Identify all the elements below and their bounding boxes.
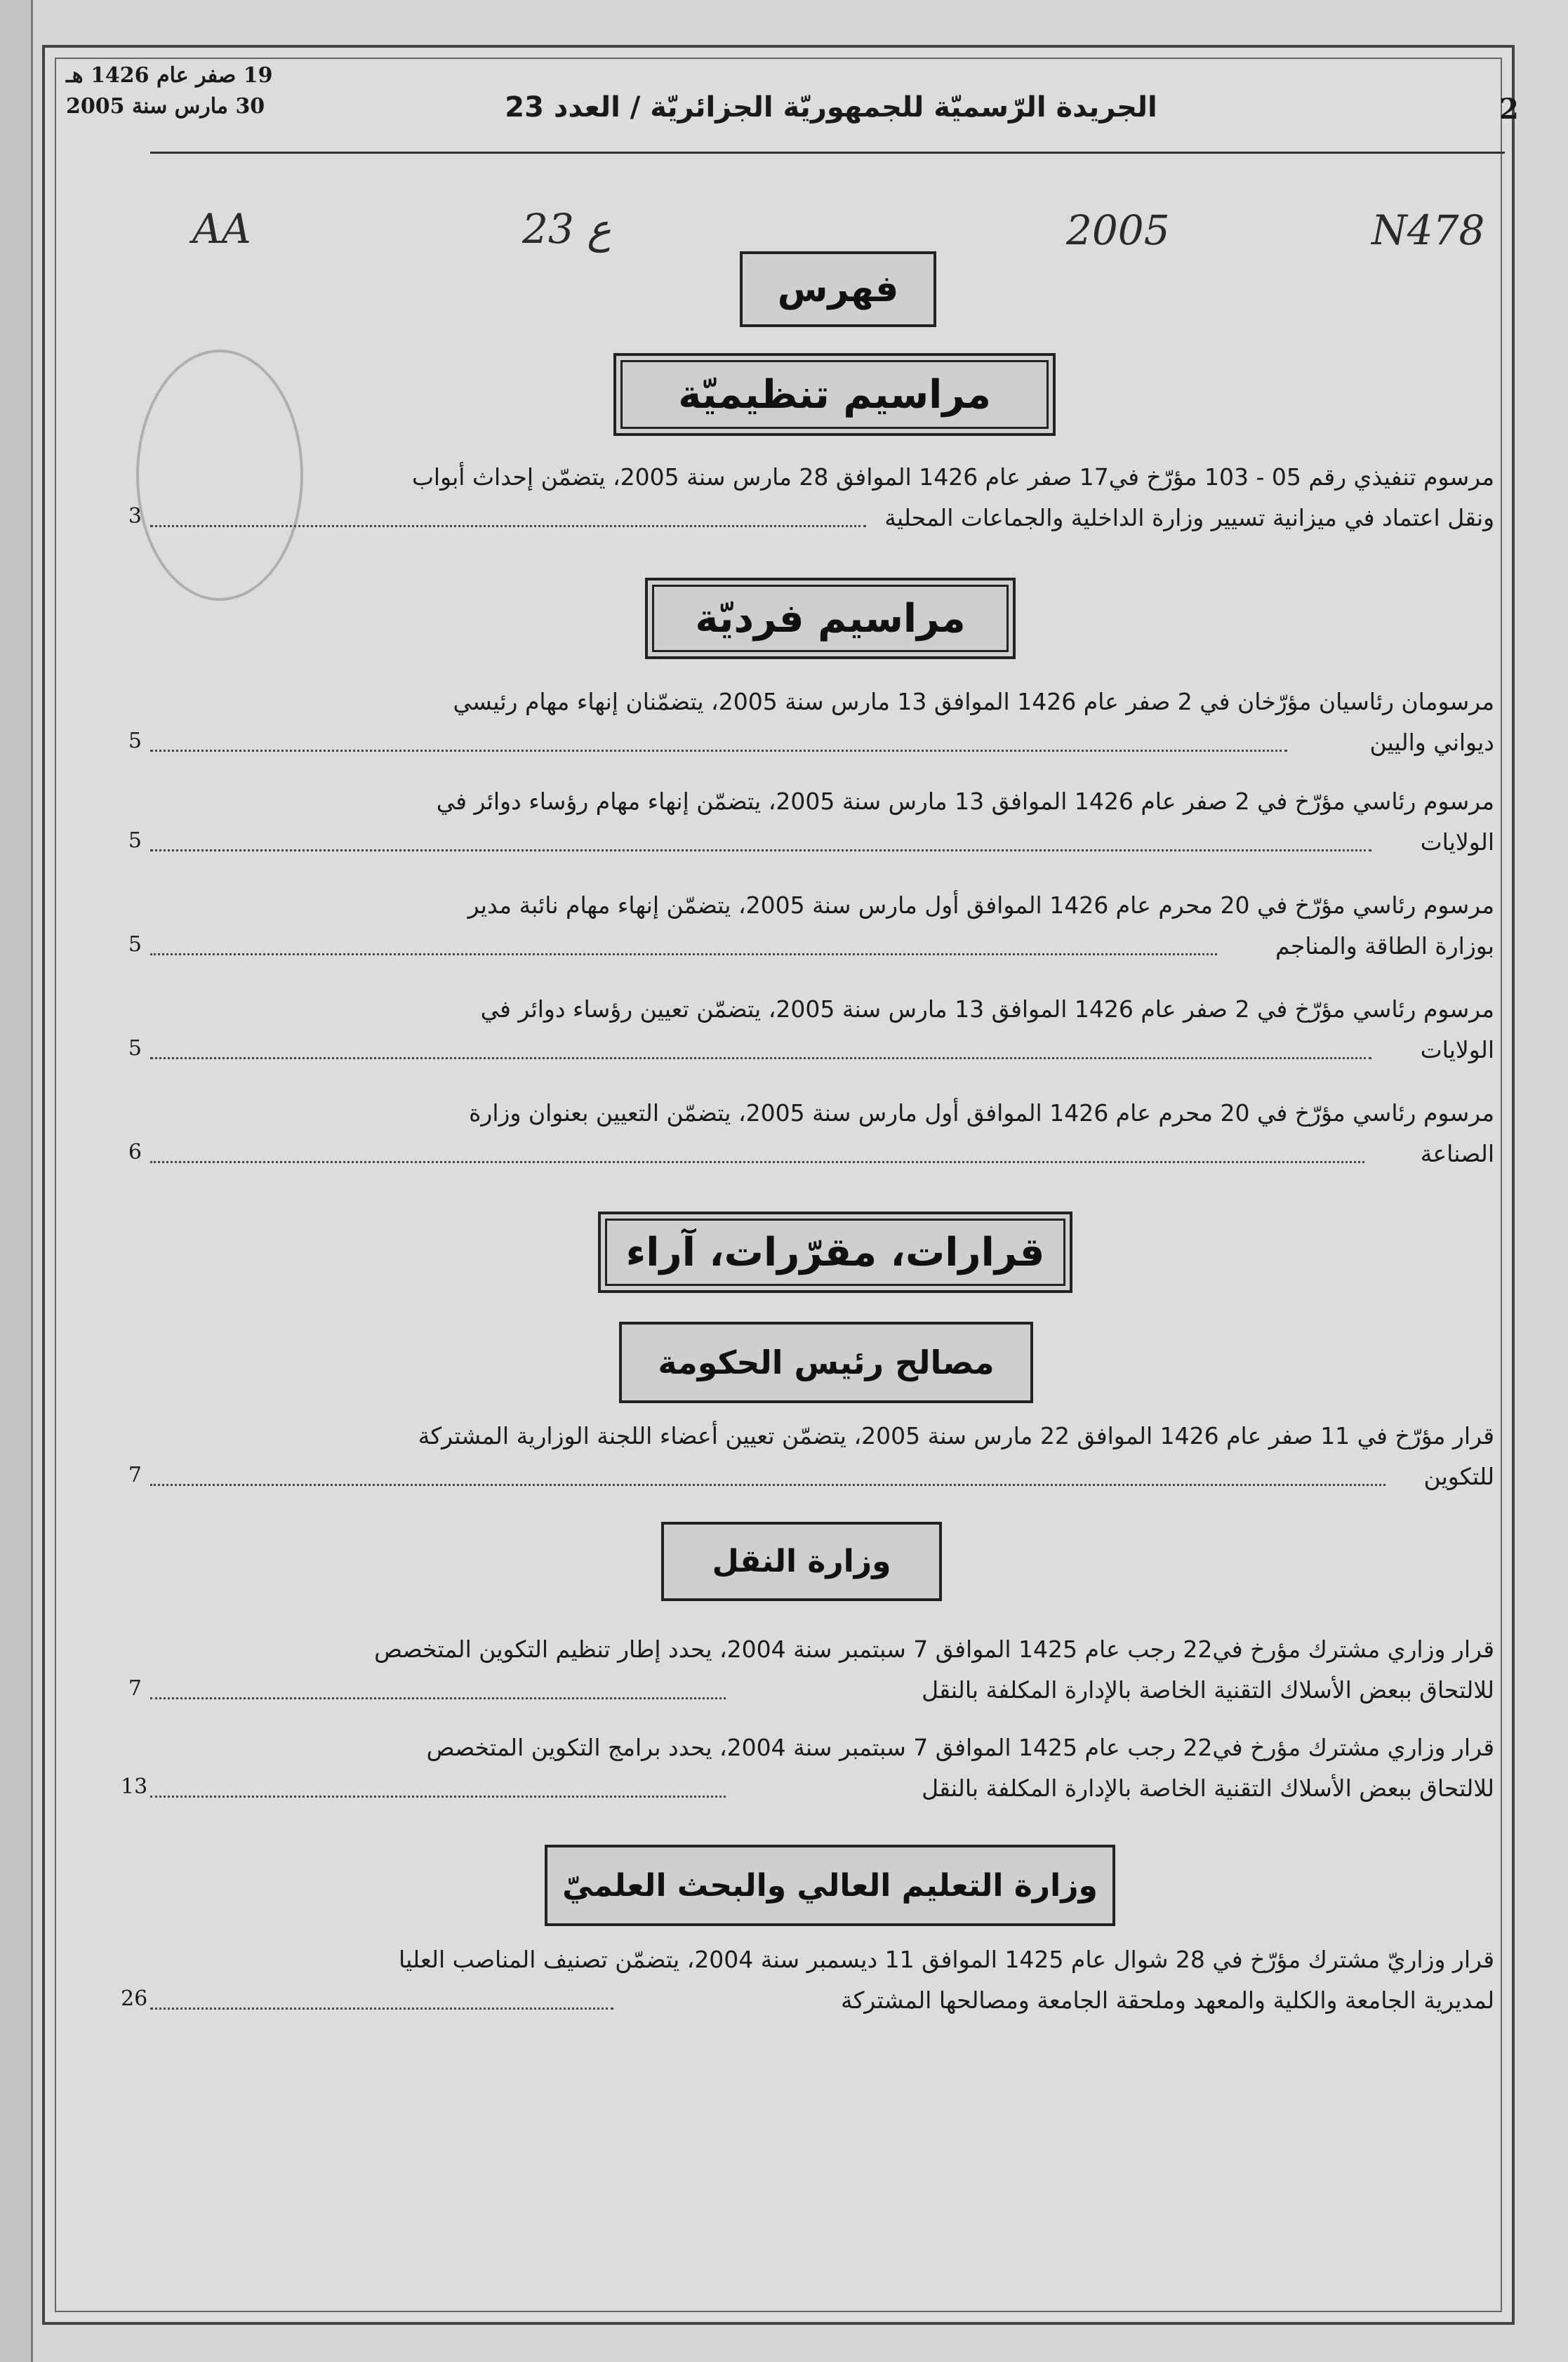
toc-entry-line: الصناعة [1420,1140,1494,1167]
toc-leader-dots [150,1697,726,1699]
toc-entry-line: مرسوم تنفيذي رقم 05 - 103 مؤرّخ في17 صفر عام 1426 الموافق 28 مارس سنة 2005، يتضمّن إحداث أبواب [411,463,1494,491]
toc-entry-line: قرار مؤرّخ في 11 صفر عام 1426 الموافق 22 مارس سنة 2005، يتضمّن تعيين أعضاء اللجنة الوزارية المشتركة [418,1422,1494,1449]
toc-page-number: 5 [128,828,142,853]
toc-leader-dots [150,2008,613,2010]
toc-page-number: 3 [128,504,142,529]
section-index: فهرس [740,251,936,327]
previous-page-edge [0,0,33,2362]
toc-leader-dots [150,1484,1386,1486]
toc-leader-dots [150,1057,1371,1059]
toc-leader-dots [150,750,1287,752]
toc-entry-line: الولايات [1420,1036,1494,1063]
toc-page-number: 5 [128,1036,142,1061]
toc-entry-line: مرسوم رئاسي مؤرّخ في 2 صفر عام 1426 الموافق 13 مارس سنة 2005، يتضمّن إنهاء مهام رؤساء دوائر في [436,788,1494,815]
handwritten-note: AA [192,205,251,253]
toc-entry-line: للالتحاق ببعض الأسلاك التقنية الخاصة بالإدارة المكلفة بالنقل [922,1676,1494,1704]
handwritten-note: 23 ع [522,205,611,253]
section-ministry-higher-education: وزارة التعليم العالي والبحث العلميّ [545,1845,1115,1926]
toc-entry-line: مرسوم رئاسي مؤرّخ في 20 محرم عام 1426 الموافق أول مارس سنة 2005، يتضمّن التعيين بعنوان وزارة [469,1099,1494,1127]
toc-leader-dots [150,525,866,527]
toc-page-number: 26 [121,1986,148,2011]
section-decisions: قرارات، مقرّرات، آراء [598,1212,1072,1293]
faded-stamp [136,350,303,601]
header-date-gregorian: 30 مارس سنة 2005 [66,94,265,119]
toc-leader-dots [150,849,1371,851]
header-title: الجريدة الرّسميّة للجمهوريّة الجزائريّة / العدد 23 [505,91,1157,124]
toc-entry-line: ونقل اعتماد في ميزانية تسيير وزارة الداخلية والجماعات المحلية [884,504,1494,531]
toc-entry-line: مرسوم رئاسي مؤرّخ في 20 محرم عام 1426 الموافق أول مارس سنة 2005، يتضمّن إنهاء مهام نائبة مدير [467,891,1494,919]
toc-entry-line: مرسومان رئاسيان مؤرّخان في 2 صفر عام 1426 الموافق 13 مارس سنة 2005، يتضمّنان إنهاء مهام رئيسي [453,688,1494,715]
toc-entry-line: قرار وزاري مشترك مؤرخ في22 رجب عام 1425 الموافق 7 سبتمبر سنة 2004، يحدد برامج التكوين المتخصص [426,1734,1494,1761]
header-dates [66,60,272,122]
toc-page-number: 5 [128,932,142,957]
section-head-of-government: مصالح رئيس الحكومة [619,1322,1033,1403]
header-date-hijri: 19 صفر عام 1426 هـ [66,63,273,88]
toc-page-number: 13 [121,1774,148,1799]
toc-leader-dots [150,953,1217,955]
toc-leader-dots [150,1161,1364,1163]
toc-entry-line: الولايات [1420,828,1494,856]
document-page [42,45,1519,2325]
toc-page-number: 6 [128,1140,142,1165]
section-regulatory-decrees: مراسيم تنظيميّة [613,353,1056,436]
section-individual-decrees: مراسيم فرديّة [645,578,1016,659]
toc-entry-line: للتكوين [1423,1463,1494,1490]
header-divider [150,152,1505,154]
toc-entry-line: قرار وزاريّ مشترك مؤرّخ في 28 شوال عام 1425 الموافق 11 ديسمبر سنة 2004، يتضمّن تصنيف المناصب العليا [399,1946,1494,1973]
toc-page-number: 7 [128,1676,142,1701]
toc-page-number: 5 [128,729,142,753]
toc-leader-dots [150,1796,726,1798]
toc-entry-line: لمديرية الجامعة والكلية والمعهد وملحقة الجامعة ومصالحها المشتركة [841,1986,1494,2014]
handwritten-note: N478 [1371,206,1485,254]
toc-entry-line: للالتحاق ببعض الأسلاك التقنية الخاصة بالإدارة المكلفة بالنقل [922,1774,1494,1802]
toc-entry-line: قرار وزاري مشترك مؤرخ في22 رجب عام 1425 الموافق 7 سبتمبر سنة 2004، يحدد إطار تنظيم التكوين المتخصص [374,1636,1494,1663]
toc-page-number: 7 [128,1463,142,1487]
toc-entry-line: بوزارة الطاقة والمناجم [1275,932,1494,960]
section-ministry-transport: وزارة النقل [661,1522,942,1601]
handwritten-note: 2005 [1066,206,1170,254]
toc-entry-line: مرسوم رئاسي مؤرّخ في 2 صفر عام 1426 الموافق 13 مارس سنة 2005، يتضمّن تعيين رؤساء دوائر في [480,995,1494,1023]
toc-entry-line: ديواني واليين [1369,729,1494,756]
header-page-number: 2 [1499,93,1519,126]
